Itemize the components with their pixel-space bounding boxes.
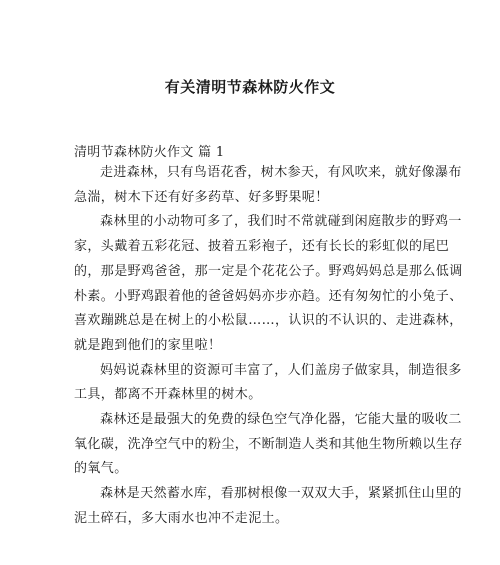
section-heading: 清明节森林防火作文 篇 1 bbox=[74, 145, 225, 160]
text-line: 走进森林，只有鸟语花香，树木参天，有风吹来，就好像瀑布 bbox=[100, 165, 462, 180]
paragraph bbox=[74, 359, 462, 408]
text-line: 泥土碎石，多大雨水也冲不走泥土。 bbox=[74, 510, 289, 526]
paragraph bbox=[74, 482, 462, 531]
text-line: 就是跑到他们的家里啦！ bbox=[74, 337, 222, 353]
document-body bbox=[74, 161, 463, 532]
text-line: 急湍，树木下还有好多药草、好多野果呢！ bbox=[74, 189, 329, 205]
text-line: 的氧气。 bbox=[74, 461, 128, 477]
text-line: 氧化碳，洗净空气中的粉尘，不断制造人类和其他生物所赖以生存 bbox=[74, 436, 463, 452]
document-title: 有关清明节森林防火作文 bbox=[164, 78, 336, 96]
text-line: 森林是天然蓄水库，看那树根像一双双大手，紧紧抓住山里的 bbox=[100, 486, 462, 502]
text-line: 森林里的小动物可多了，我们时不常就碰到闲庭散步的野鸡一 bbox=[100, 214, 462, 230]
text-line: 森林还是最强大的免费的绿色空气净化器，它能大量的吸收二 bbox=[100, 412, 462, 428]
text-line: 工具，都离不开森林里的树木。 bbox=[74, 387, 262, 403]
text-line: 喜欢蹦跳总是在树上的小松鼠……，认识的不认识的、走进森林， bbox=[74, 313, 463, 329]
text-line: 家，头戴着五彩花冠、披着五彩袍子，还有长长的彩虹似的尾巴 bbox=[74, 239, 450, 255]
text-line: 的，那是野鸡爸爸，那一定是个花花公子。野鸡妈妈总是那么低调 bbox=[74, 263, 463, 279]
paragraph bbox=[74, 408, 463, 482]
paragraph bbox=[74, 161, 462, 210]
paragraph bbox=[74, 210, 463, 358]
text-line: 妈妈说森林里的资源可丰富了，人们盖房子做家具，制造很多 bbox=[100, 362, 462, 378]
text-line: 朴素。小野鸡跟着他的爸爸妈妈亦步亦趋。还有匆匆忙的小兔子、 bbox=[74, 288, 463, 304]
